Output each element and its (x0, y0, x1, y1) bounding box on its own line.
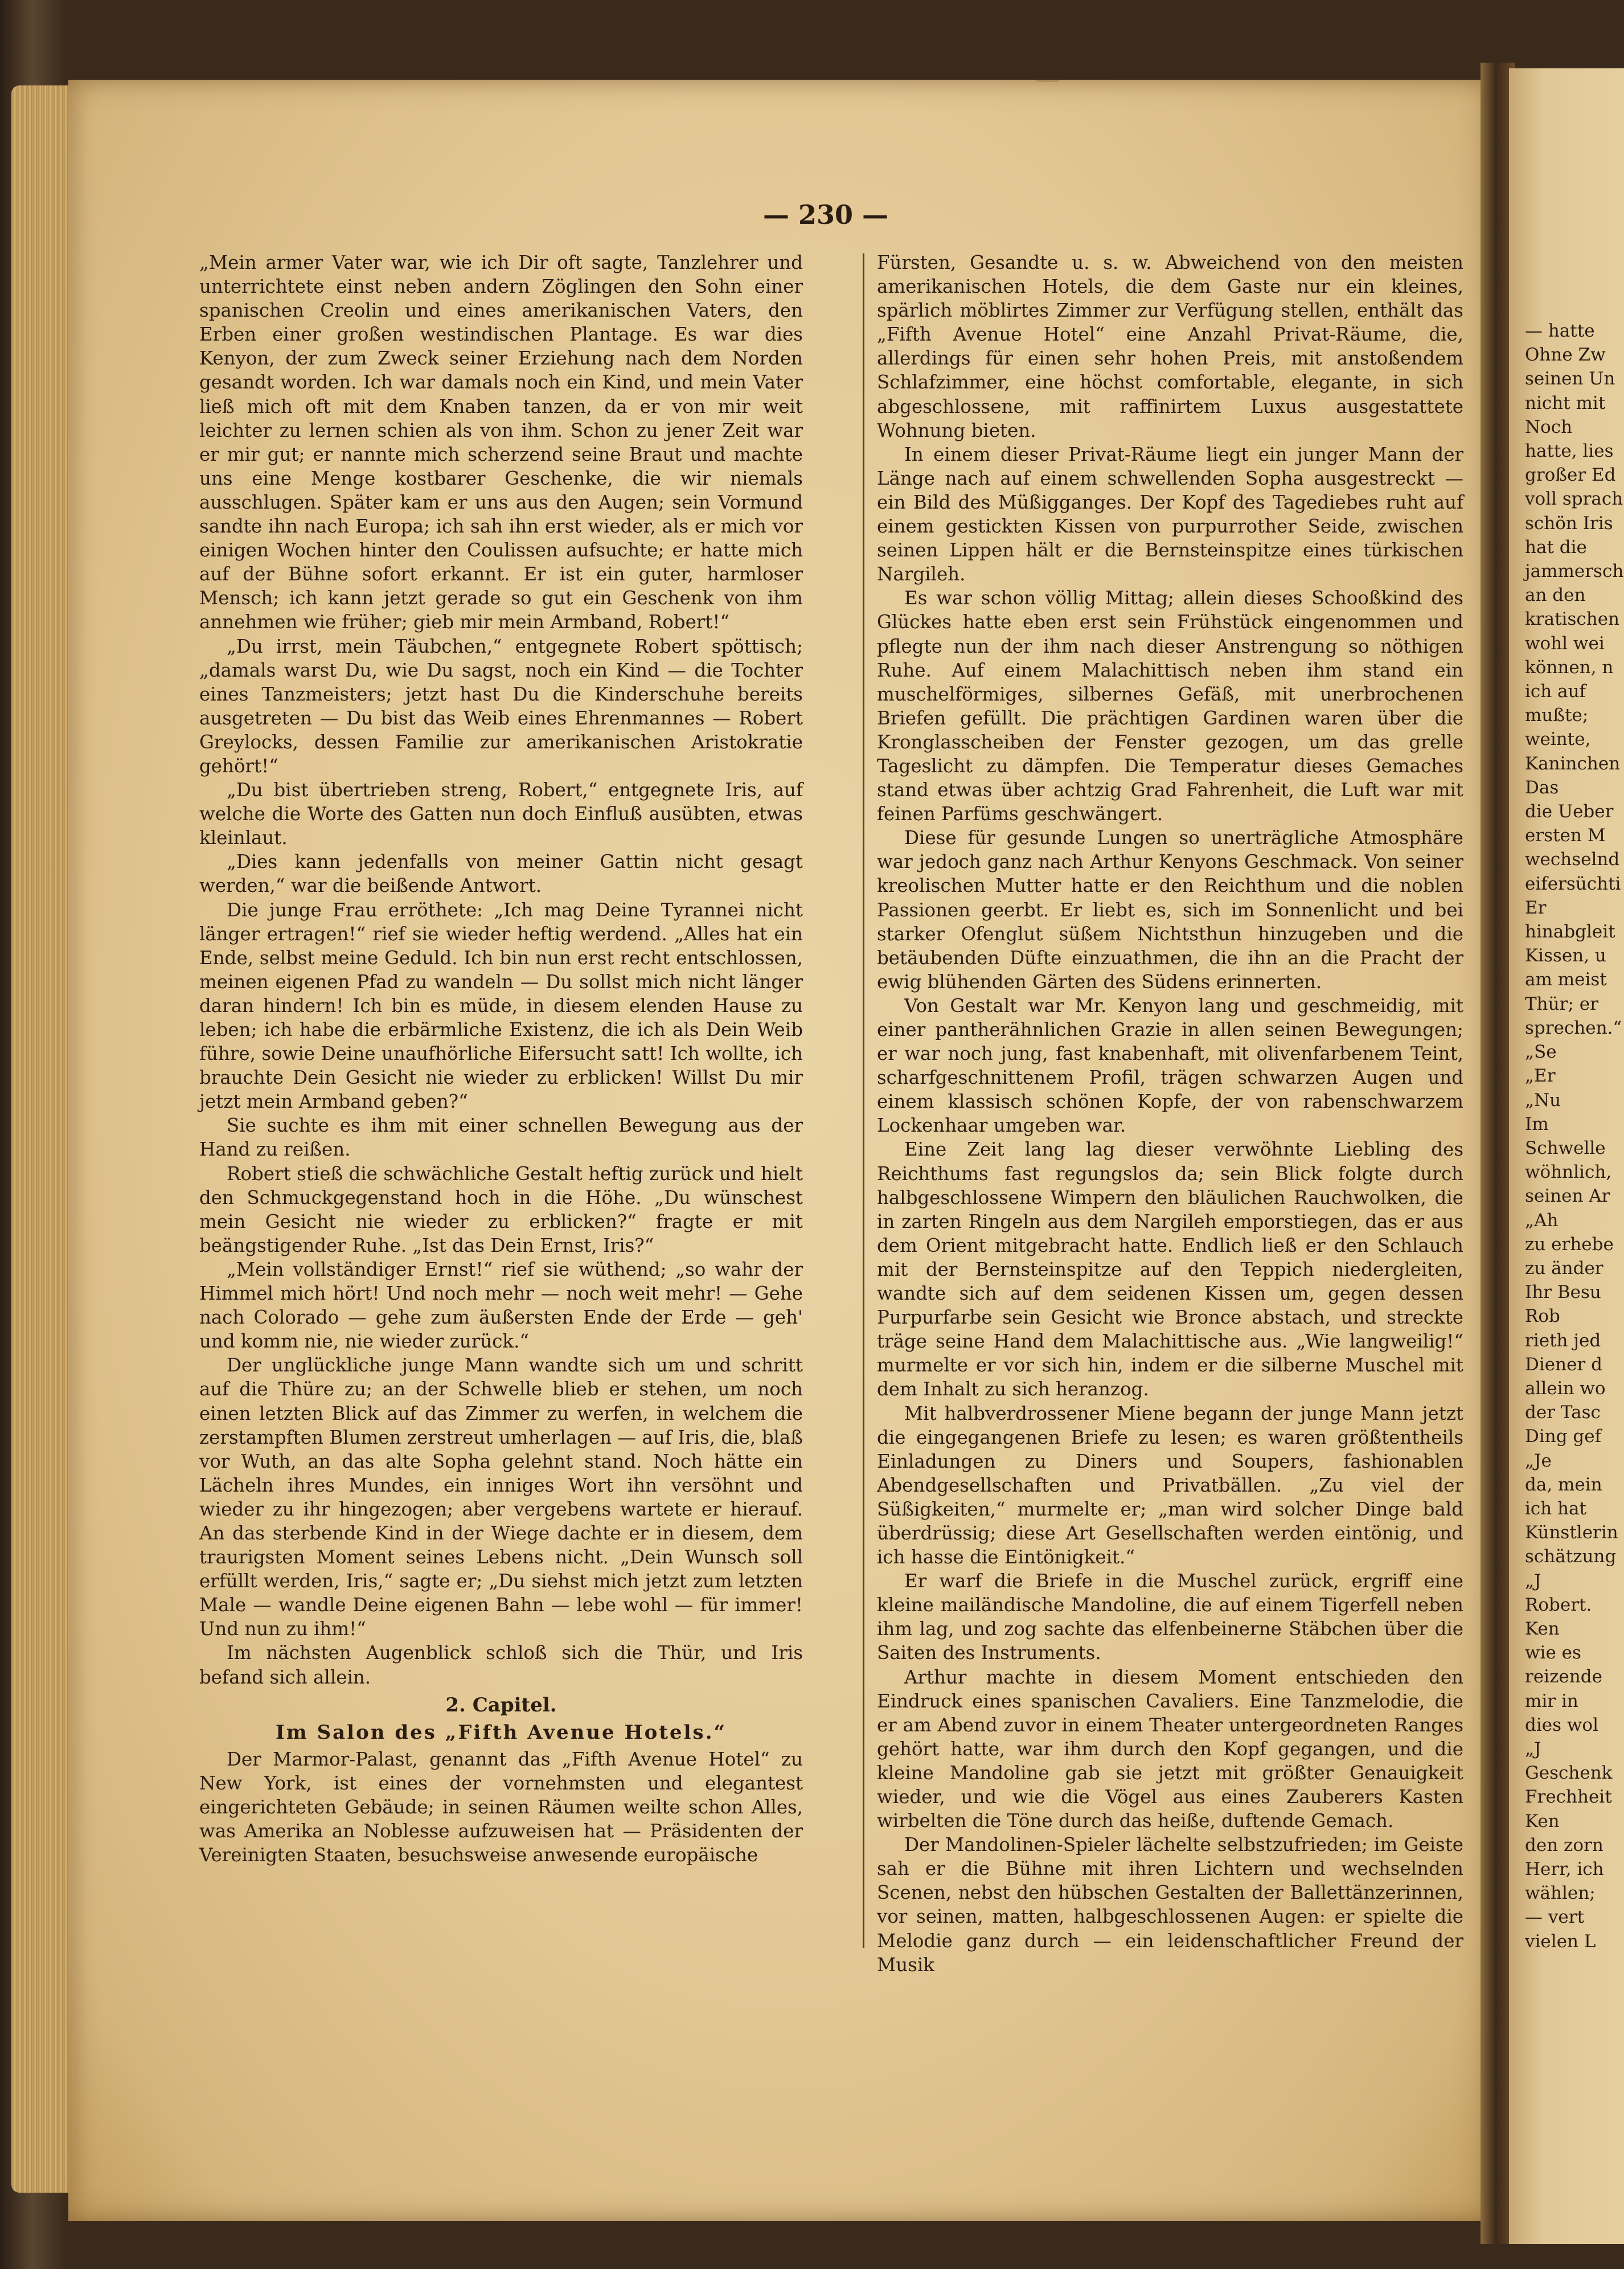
paragraph: „Dies kann jedenfalls von meiner Gattin nicht gesagt werden,“ war die beißende Antwort. (199, 851, 803, 897)
facing-page-line: mir in (1525, 1690, 1578, 1711)
facing-page-line: reizende (1525, 1666, 1602, 1688)
chapter-subtitle: Im Salon des „Fifth Avenue Hotels.“ (275, 1721, 727, 1744)
facing-page-line: Diener d (1525, 1354, 1602, 1375)
facing-page-line: sprechen.“ (1525, 1017, 1622, 1038)
facing-page-line: Frechheit (1525, 1787, 1612, 1808)
right-column (877, 251, 1463, 1977)
facing-page-line: zu erhebe (1525, 1234, 1614, 1255)
facing-page-line: Kissen, u (1525, 945, 1606, 966)
paragraph: Es war schon völlig Mittag; allein dieses Schooßkind des Glückes hatte eben erst sein Frühstück eingenommen und pflegte nun der ihm nach dieser Anstrengung so nöthigen Ruhe. Auf einem Malachittisch neben ihm stand ein muschelförmiges, silbernes Gefäß, mit unerbrochenen Briefen gefüllt. Die prächtigen Gardinen waren über die Kronglasscheiben der Fenster gezogen, um das grelle Tageslicht zu dämpfen. Die Temperatur dieses Gemaches stand etwas über achtzig Grad Fahrenheit, die Luft war mit feinen Parfüms geschwängert. (877, 587, 1463, 825)
facing-page-line: Kaninchen (1525, 753, 1621, 774)
facing-page-line: an den (1525, 585, 1586, 606)
facing-page-line: seinen Un (1525, 368, 1615, 390)
facing-page-line: hinabgleit (1525, 921, 1615, 943)
facing-page-line: ersten M (1525, 825, 1606, 846)
paragraph: „Du bist übertrieben streng, Robert,“ entgegnete Iris, auf welche die Worte des Gatten nun doch Einfluß ausübten, etwas kleinlaut. (199, 779, 803, 849)
facing-page-line: jammersch (1525, 561, 1624, 582)
paragraph: Diese für gesunde Lungen so unerträgliche Atmosphäre war jedoch ganz nach Arthur Kenyons Geschmack. Von seiner kreolischen Mutter hatte er den Reichthum und die noblen Passionen geerbt. Er liebt es, sich im Sonnenlicht und bei starker Ofenglut süßem Nichtsthun hinzugeben und die betäubenden Düfte einzuathmen, die ihn an die Pracht der ewig blühenden Gärten des Südens erinnerten. (877, 827, 1463, 993)
facing-page-line: Ohne Zw (1525, 345, 1606, 366)
facing-page-line: Ihr Besu (1525, 1282, 1601, 1303)
facing-page-line: dies wol (1525, 1714, 1598, 1735)
paragraph: „Mein armer Vater war, wie ich Dir oft sagte, Tanzlehrer und unterrichtete einst neben andern Zöglingen den Sohn einer spanischen Creolin und eines amerikanischen Vaters, den Erben einer großen westindischen Plantage. Es war dies Kenyon, der zum Zweck seiner Erziehung nach dem Norden gesandt worden. Ich war damals noch ein Kind, und mein Vater ließ mich oft mit dem Knaben tanzen, da er von mir weit leichter zu lernen schien als von ihm. Schon zu jener Zeit war er mir gut; er nannte mich scherzend seine Braut und machte uns eine Menge kostbarer Geschenke, die wir niemals ausschlugen. Später kam er uns aus den Augen; sein Vormund sandte ihn nach Europa; ich sah ihn erst wieder, als er mich vor einigen Wochen hinter den Coulissen aufsuchte; er hatte mich auf der Bühne sofort erkannt. Er ist ein guter, harmloser Mensch; ich kann jetzt gerade so gut ein Geschenk von ihm annehmen wie früher; gieb mir mein Armband, Robert!“ (199, 252, 803, 633)
facing-page-line: Geschenk (1525, 1763, 1613, 1784)
facing-page-line: am meist (1525, 969, 1607, 990)
facing-page-line: „J (1525, 1738, 1541, 1759)
facing-page-line: Im (1525, 1113, 1549, 1134)
facing-page-line: wie es (1525, 1643, 1581, 1664)
facing-page-line: Das (1525, 777, 1559, 798)
paragraph: „Mein vollständiger Ernst!“ rief sie wüthend; „so wahr der Himmel mich hört! Und noch mehr — noch weit mehr! — Gehe nach Colorado — gehe zum äußersten Ende der Erde — geh' und komm nie, nie wieder zurück.“ (199, 1258, 803, 1353)
facing-page-line: voll sprach (1525, 489, 1623, 510)
facing-page-line: ich auf (1525, 681, 1586, 702)
facing-page-line: Robert. (1525, 1594, 1592, 1615)
facing-page-line: ich hat (1525, 1498, 1587, 1519)
facing-page-line: da, mein (1525, 1474, 1602, 1495)
facing-page-line: „Er (1525, 1066, 1556, 1087)
facing-page-line: mußte; (1525, 705, 1589, 726)
facing-page-line: hat die (1525, 536, 1587, 558)
paragraph: Im nächsten Augenblick schloß sich die Thür, und Iris befand sich allein. (199, 1642, 803, 1688)
facing-page-line: wohl wei (1525, 633, 1605, 654)
page-number: — 230 — (762, 199, 889, 230)
facing-page-line: — hatte (1525, 321, 1595, 341)
paragraph: „Du irrst, mein Täubchen,“ entgegnete Robert spöttisch; „damals warst Du, wie Du sagst, noch ein Kind — die Tochter eines Tanzmeisters; jetzt hast Du die Kinderschuhe bereits ausgetreten — Du bist das Weib eines Ehrenmannes — Robert Greylocks, dessen Familie zur amerikanischen Aristokratie gehört!“ (199, 635, 803, 777)
facing-page-line: weinte, (1525, 729, 1591, 750)
paragraph: Er warf die Briefe in die Muschel zurück, ergriff eine kleine mailändische Mandoline, die auf einem Tigerfell neben ihm lag, und zog sachte das elfenbeinerne Stäbchen über die Saiten des Instruments. (877, 1570, 1463, 1664)
facing-page-line: Herr, ich (1525, 1859, 1604, 1879)
facing-page-line: „J (1525, 1570, 1541, 1591)
facing-page-line: können, n (1525, 657, 1614, 678)
facing-page-line: eifersüchti (1525, 873, 1621, 894)
facing-page-line: „Se (1525, 1042, 1557, 1063)
paragraph: Arthur machte in diesem Moment entschieden den Eindruck eines spanischen Cavaliers. Eine Tanzmelodie, die er am Abend zuvor in einem Theater untergeordneten Ranges gehört hatte, war ihm durch den Kopf gegangen, und die kleine Mandoline gab sie jetzt mit größter Genauigkeit wieder, und wie die Vögel aus eines Zauberers Kasten wirbelten die Töne durch das heiße, duftende Gemach. (877, 1666, 1463, 1832)
left-column (199, 251, 803, 1867)
facing-page-line: „Ah (1525, 1210, 1559, 1231)
paragraph: Sie suchte es ihm mit einer schnellen Bewegung aus der Hand zu reißen. (199, 1115, 803, 1161)
facing-page-line: „Nu (1525, 1090, 1561, 1111)
paragraph: Fürsten, Gesandte u. s. w. Abweichend von den meisten amerikanischen Hotels, die dem Gaste nur ein kleines, spärlich möblirtes Zimmer zur Verfügung stellen, enthält das „Fifth Avenue Hotel“ eine Anzahl Privat-Räume, die, allerdings für einen sehr hohen Preis, mit anstoßendem Schlafzimmer, eine höchst comfortable, elegante, in sich abgeschlossene, mit raffinirtem Luxus ausgestattete Wohnung bieten. (877, 252, 1463, 441)
paragraph: Der Marmor-Palast, genannt das „Fifth Avenue Hotel“ zu New York, ist eines der vornehmsten und elegantest eingerichteten Gebäude; in seinen Räumen weilte schon Alles, was Amerika an Noblesse aufzuweisen hat — Präsidenten der Vereinigten Staaten, besuchsweise anwesende europäische (199, 1748, 803, 1866)
facing-page-line: wöhnlich, (1525, 1162, 1612, 1183)
facing-page-line: den zorn (1525, 1834, 1604, 1856)
facing-page-line: seinen Ar (1525, 1186, 1610, 1207)
page-mark (1036, 80, 1059, 82)
facing-page-line: — vert (1525, 1907, 1584, 1928)
facing-page-line: großer Ed (1525, 465, 1616, 486)
facing-page-line: vielen L (1525, 1931, 1596, 1952)
facing-page-line: Ken (1525, 1618, 1560, 1639)
facing-page-text (1525, 319, 1624, 1953)
facing-page-line: die Ueber (1525, 801, 1614, 822)
facing-page-line: Noch (1525, 416, 1573, 437)
facing-page-line: Rob (1525, 1306, 1560, 1327)
facing-page-line: schätzung (1525, 1546, 1617, 1567)
facing-page-line: schön Iris (1525, 513, 1613, 534)
book-page-edges (11, 85, 74, 2193)
facing-page-line: Ken (1525, 1811, 1560, 1832)
facing-page-line: nicht mit (1525, 392, 1606, 413)
facing-page-line: Ding gef (1525, 1426, 1602, 1447)
paragraph: Eine Zeit lang lag dieser verwöhnte Liebling des Reichthums fast regungslos da; sein Blick folgte durch halbgeschlossene Wimpern den bläulichen Rauchwolken, die in zarten Ringeln aus dem Nargileh emporstiegen, das er aus dem Orient mitgebracht hatte. Endlich ließ er den Schlauch mit der Bernsteinspitze auf den Teppich niedergleiten, wandte sich auf dem seidenen Kissen um, gegen dessen Purpurfarbe sein Gesicht wie Bronce abstach, und streckte träge seine Hand dem Malachittische aus. „Wie langweilig!“ murmelte er vor sich hin, indem er die silberne Muschel mit dem Inhalt zu sich heranzog. (877, 1138, 1463, 1400)
facing-page-line: Thür; er (1525, 993, 1598, 1014)
facing-page-line: allein wo (1525, 1378, 1606, 1399)
facing-page (1509, 68, 1624, 2244)
facing-page-line: Er (1525, 897, 1547, 918)
chapter-heading: 2. Capitel. (445, 1693, 557, 1717)
facing-page-line: rieth jed (1525, 1330, 1601, 1351)
paragraph: Die junge Frau erröthete: „Ich mag Deine Tyrannei nicht länger ertragen!“ rief sie wieder heftig werdend. „Alles hat ein Ende, selbst meine Geduld. Ich bin nun erst recht entschlossen, meinen eigenen Pfad zu wandeln — Du sollst mich nicht länger daran hindern! Ich bin es müde, in diesem elenden Hause zu leben; ich habe die erbärmliche Existenz, die ich als Dein Weib führe, sowie Deine unaufhörliche Eifersucht satt! Ich wollte, ich brauchte Dein Gesicht nie wieder zu erblicken! Willst Du mir jetzt mein Armband geben?“ (199, 899, 803, 1113)
paragraph: Der unglückliche junge Mann wandte sich um und schritt auf die Thüre zu; an der Schwelle blieb er stehen, um noch einen letzten Blick auf das Zimmer zu werfen, in welchem die zerstampften Blumen zerstreut umherlagen — auf Iris, die, blaß vor Wuth, an das alte Sopha gelehnt stand. Noch hätte ein Lächeln ihres Mundes, ein inniges Wort ihn versöhnt und wieder zu ihr hingezogen; aber vergebens wartete er hierauf. An das sterbende Kind in der Wiege dachte er in diesem, dem traurigsten Moment seines Lebens nicht. „Dein Wunsch soll erfüllt werden, Iris,“ sagte er; „Du siehst mich jetzt zum letzten Male — wandle Deine eigenen Bahn — lebe wohl — für immer! Und nun zu ihm!“ (199, 1354, 803, 1640)
paragraph: Der Mandolinen-Spieler lächelte selbstzufrieden; im Geiste sah er die Bühne mit ihren Lichtern und wechselnden Scenen, nebst den hübschen Gestalten der Ballettänzerinnen, vor seinen, matten, halbgeschlossenen Augen: er spielte die Melodie ganz durch — ein leidenschaftlicher Freund der Musik (877, 1834, 1463, 1976)
facing-page-line: hatte, lies (1525, 441, 1614, 462)
facing-page-line: „Je (1525, 1450, 1552, 1471)
paragraph: Von Gestalt war Mr. Kenyon lang und geschmeidig, mit einer pantherähnlichen Grazie in allen seinen Bewegungen; er war noch jung, fast knabenhaft, mit olivenfarbenem Teint, scharfgeschnittenem Profil, trägen schwarzen Augen und einem klassisch schönen Kopfe, der von rabenschwarzem Lockenhaar umgeben war. (877, 994, 1463, 1137)
paragraph: Mit halbverdrossener Miene begann der junge Mann jetzt die eingegangenen Briefe zu lesen; es waren größtentheils Einladungen zu Diners und Soupers, fashionablen Abendgesellschaften und Privatbällen. „Zu viel der Süßigkeiten,“ murmelte er; „man wird solcher Dinge bald überdrüssig; diese Art Gesellschaften werden eintönig, und ich hasse die Eintönigkeit.“ (877, 1402, 1463, 1568)
paragraph: In einem dieser Privat-Räume liegt ein junger Mann der Länge nach auf einem schwellenden Sopha ausgestreckt — ein Bild des Müßigganges. Der Kopf des Tagediebes ruht auf einem gestickten Kissen von purpurrother Seide, zwischen seinen Lippen hält er die Bernsteinspitze eines türkischen Nargileh. (877, 443, 1463, 585)
facing-page-line: Künstlerin (1525, 1522, 1618, 1543)
facing-page-line: zu änder (1525, 1258, 1604, 1279)
facing-page-line: wählen; (1525, 1883, 1596, 1904)
facing-page-line: der Tasc (1525, 1402, 1601, 1423)
facing-page-line: Schwelle (1525, 1137, 1606, 1158)
facing-page-line: kratischen (1525, 609, 1620, 630)
column-divider (863, 253, 864, 1948)
facing-page-line: wechselnd (1525, 849, 1620, 870)
paragraph: Robert stieß die schwächliche Gestalt heftig zurück und hielt den Schmuckgegenstand hoch in die Höhe. „Du wünschest mein Gesicht nie wieder zu erblicken?“ fragte er mit beängstigender Ruhe. „Ist das Dein Ernst, Iris?“ (199, 1162, 803, 1256)
